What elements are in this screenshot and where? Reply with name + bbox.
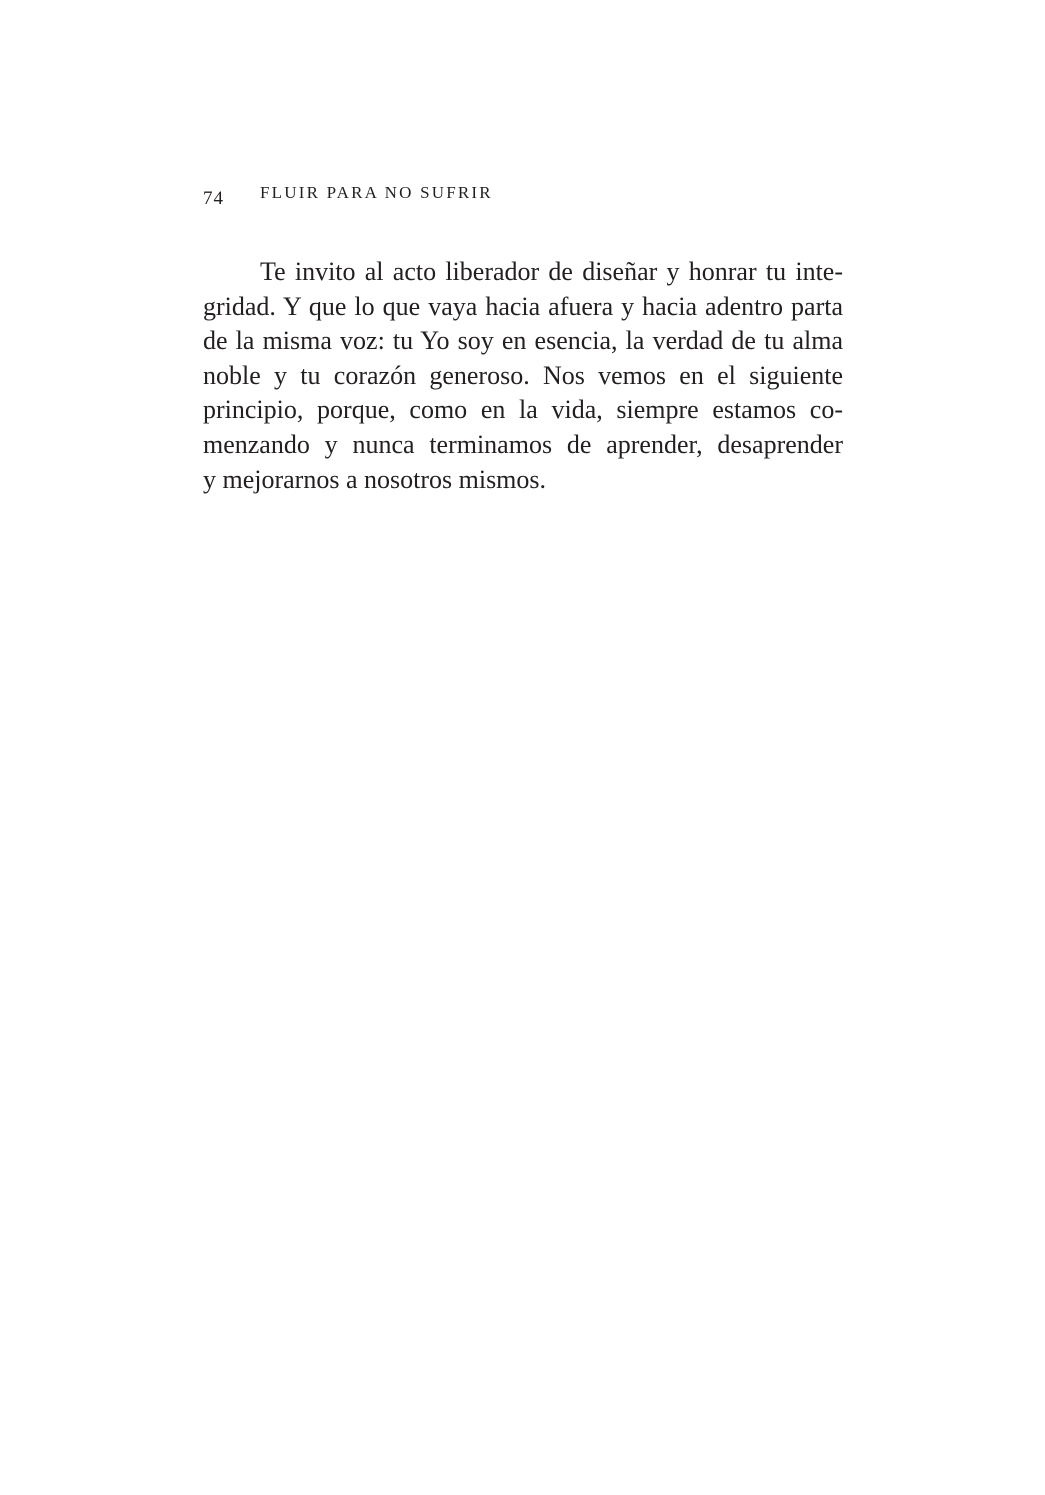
body-paragraph	[203, 255, 843, 497]
paragraph-line: gridad. Y que lo que vaya hacia afuera y hacia adentro parta	[203, 291, 843, 321]
paragraph-line: menzando y nunca terminamos de aprender, desaprender	[203, 429, 843, 459]
paragraph-line: noble y tu corazón generoso. Nos vemos en el siguiente	[203, 360, 843, 390]
paragraph-line: Te invito al acto liberador de diseñar y honrar tu inte-	[260, 257, 843, 286]
paragraph-line: y mejorarnos a nosotros mismos.	[203, 464, 547, 494]
running-head	[203, 180, 843, 210]
paragraph-line: de la misma voz: tu Yo soy en esencia, la verdad de tu alma	[203, 326, 843, 356]
running-title: FLUIR PARA NO SUFRIR	[260, 183, 493, 202]
paragraph-line: principio, porque, como en la vida, siempre estamos co-	[203, 395, 843, 425]
page-number: 74	[203, 188, 224, 209]
